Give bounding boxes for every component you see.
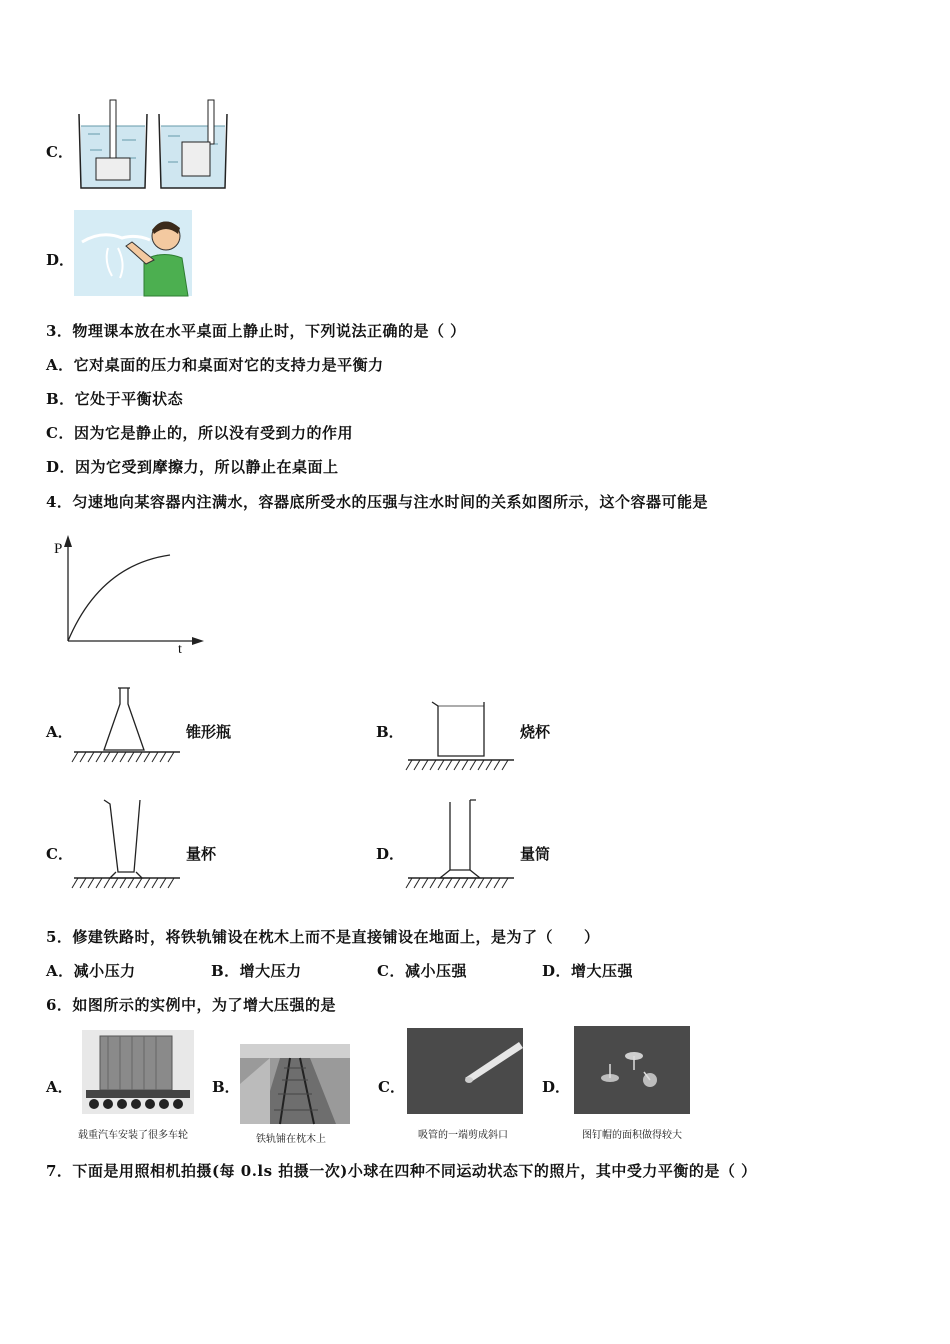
q4-option-b-label[interactable]: B． bbox=[376, 723, 404, 741]
q4-option-d-label[interactable]: D． bbox=[376, 845, 405, 863]
q3-option-b[interactable]: B．它处于平衡状态 bbox=[46, 390, 184, 408]
q6-option-a-label[interactable]: A． bbox=[46, 1078, 73, 1096]
q6-option-b-caption: 铁轨铺在枕木上 bbox=[256, 1134, 326, 1145]
option-d-figure bbox=[74, 210, 192, 296]
q4-option-a-name: 锥形瓶 bbox=[186, 723, 232, 741]
q4-option-a-label[interactable]: A． bbox=[46, 723, 73, 741]
q4-option-d-cylinder bbox=[408, 798, 518, 890]
q3-stem: 3．物理课本放在水平桌面上静止时，下列说法正确的是（ ） bbox=[46, 322, 466, 340]
graph-x-label: t bbox=[178, 642, 182, 657]
q4-option-c-cup bbox=[74, 798, 184, 890]
q3-option-d[interactable]: D．因为它受到摩擦力，所以静止在桌面上 bbox=[46, 458, 339, 476]
q4-option-a-flask bbox=[74, 684, 184, 770]
q5-option-d[interactable]: D．增大压强 bbox=[542, 962, 634, 980]
q6-option-b-rail-photo bbox=[240, 1044, 350, 1124]
option-c-label[interactable]: C． bbox=[46, 143, 73, 161]
q6-option-d-thumbtack-photo bbox=[574, 1026, 690, 1114]
q5-stem: 5．修建铁路时，将铁轨铺设在枕木上而不是直接铺设在地面上，是为了（ ） bbox=[46, 928, 600, 946]
q4-stem: 4．匀速地向某容器内注满水，容器底所受水的压强与注水时间的关系如图所示，这个容器可能是 bbox=[46, 493, 708, 511]
q5-option-a[interactable]: A．减小压力 bbox=[46, 962, 136, 980]
q4-pressure-time-graph bbox=[50, 535, 210, 660]
q6-option-b-label[interactable]: B． bbox=[212, 1078, 240, 1096]
q4-option-b-beaker bbox=[408, 698, 518, 774]
pressure-curve bbox=[68, 555, 170, 641]
q6-option-d-caption: 图钉帽的面积做得较大 bbox=[582, 1130, 682, 1141]
q5-option-c[interactable]: C．减小压强 bbox=[377, 962, 467, 980]
q6-option-c-caption: 吸管的一端剪成斜口 bbox=[418, 1130, 508, 1141]
q6-stem: 6．如图所示的实例中，为了增大压强的是 bbox=[46, 996, 336, 1014]
x-axis-arrow bbox=[192, 637, 204, 645]
graph-y-label: P bbox=[54, 541, 63, 557]
q5-option-b[interactable]: B．增大压力 bbox=[211, 962, 302, 980]
y-axis-arrow bbox=[64, 535, 72, 547]
q6-option-a-truck-photo bbox=[82, 1030, 194, 1114]
q3-option-c[interactable]: C．因为它是静止的，所以没有受到力的作用 bbox=[46, 424, 353, 442]
q4-option-c-label[interactable]: C． bbox=[46, 845, 73, 863]
q6-option-a-caption: 载重汽车安装了很多车轮 bbox=[78, 1130, 188, 1141]
q4-option-d-name: 量筒 bbox=[520, 845, 551, 863]
q7-stem: 7．下面是用照相机拍摄(每 0.ls 拍摄一次)小球在四种不同运动状态下的照片，其中受力平衡的是（ ） bbox=[46, 1162, 757, 1180]
q4-option-c-name: 量杯 bbox=[186, 845, 217, 863]
q3-option-a[interactable]: A．它对桌面的压力和桌面对它的支持力是平衡力 bbox=[46, 356, 384, 374]
q6-option-d-label[interactable]: D． bbox=[542, 1078, 571, 1096]
option-d-label[interactable]: D． bbox=[46, 251, 75, 269]
q6-option-c-straw-photo bbox=[407, 1028, 523, 1114]
q4-option-b-name: 烧杯 bbox=[520, 723, 551, 741]
q6-option-c-label[interactable]: C． bbox=[378, 1078, 405, 1096]
option-c-figure bbox=[78, 100, 228, 192]
